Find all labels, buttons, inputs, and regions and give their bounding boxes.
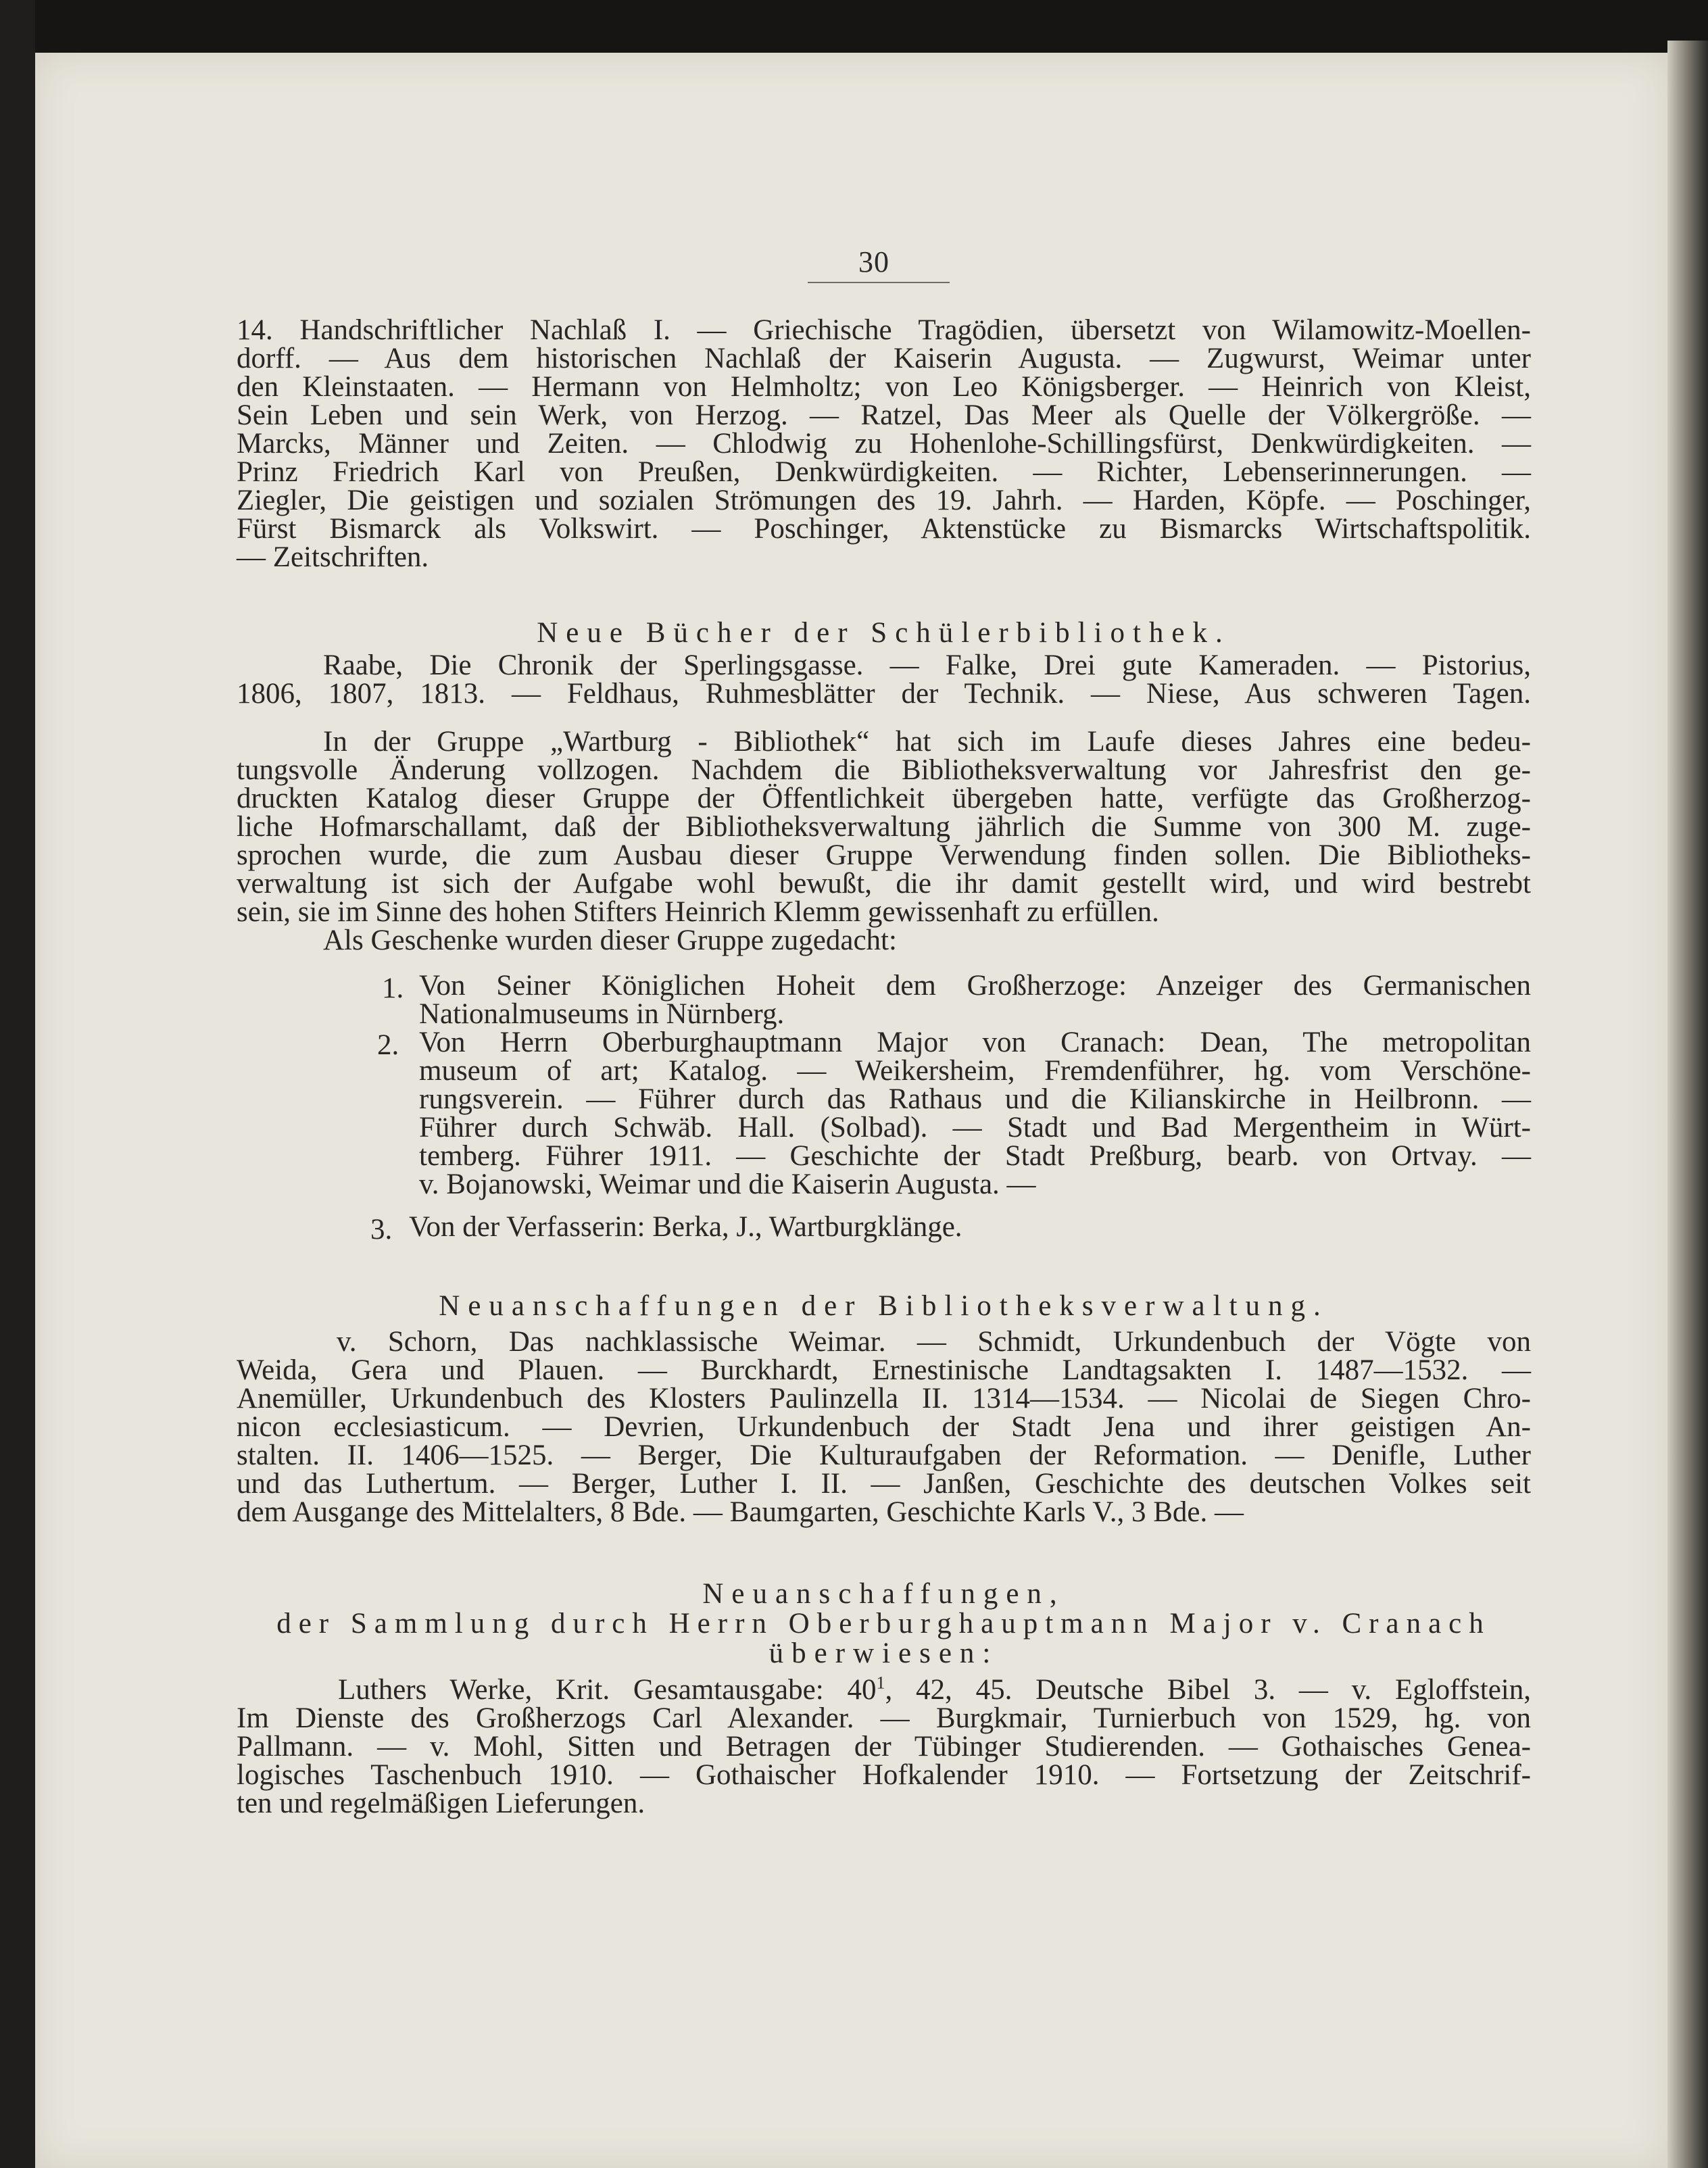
scan-top-edge xyxy=(35,0,1708,53)
wartburg-paragraph xyxy=(237,728,1531,955)
text-segment: , 42, 45. Deutsche Bibel 3. — v. Egloffstein, xyxy=(885,1674,1531,1706)
list-number: 2. xyxy=(377,1029,399,1061)
verwaltung-list xyxy=(237,1328,1531,1527)
text-line: dorff. — Aus dem historischen Nachlaß der Kaiserin Augusta. — Zugwurst, Weimar unter xyxy=(237,343,1531,374)
text-line: 1806, 1807, 1813. — Feldhaus, Ruhmesblätter der Technik. — Niese, Aus schweren Tagen. xyxy=(237,678,1531,710)
text-line: v. Bojanowski, Weimar und die Kaiserin Augusta. — xyxy=(419,1168,1036,1200)
text-line: temberg. Führer 1911. — Geschichte der Stadt Preßburg, bearb. von Ortvay. — xyxy=(419,1140,1531,1172)
text-line: Raabe, Die Chronik der Sperlingsgasse. — Falke, Drei gute Kameraden. — Pistorius, xyxy=(323,649,1531,681)
list-item xyxy=(419,972,1531,1029)
text-line xyxy=(237,1673,1531,1706)
text-line: Nationalmuseums in Nürnberg. xyxy=(419,998,785,1030)
intro-paragraph xyxy=(237,316,1531,572)
text-line: Von Seiner Königlichen Hoheit dem Großherzoge: Anzeiger des Germanischen xyxy=(419,970,1531,1002)
text-segment: Luthers Werke, Krit. Gesamtausgabe: 40 xyxy=(338,1674,877,1706)
cranach-list xyxy=(237,1673,1531,1819)
text-line: ten und regelmäßigen Lieferungen. xyxy=(237,1788,645,1819)
text-line: den Kleinstaaten. — Hermann von Helmholtz; von Leo Königsberger. — Heinrich von Kleist, xyxy=(237,371,1531,403)
text-line: logisches Taschenbuch 1910. — Gothaischer Hofkalender 1910. — Fortsetzung der Zeitschrif- xyxy=(237,1759,1531,1791)
text-line: In der Gruppe „Wartburg - Bibliothek“ hat sich im Laufe dieses Jahres eine bedeu- xyxy=(323,726,1531,758)
text-line: und das Luthertum. — Berger, Luther I. II. — Janßen, Geschichte des deutschen Volkes seit xyxy=(237,1468,1531,1500)
text-line: Prinz Friedrich Karl von Preußen, Denkwürdigkeiten. — Richter, Lebenserinnerungen. — xyxy=(237,456,1531,488)
text-line: Anemüller, Urkundenbuch des Klosters Paulinzella II. 1314—1534. — Nicolai de Siegen Chro- xyxy=(237,1383,1531,1414)
list-number: 3. xyxy=(370,1214,393,1246)
gifts-intro: Als Geschenke wurden dieser Gruppe zugedacht: xyxy=(323,925,897,956)
text-line: Von Herrn Oberburghauptmann Major von Cranach: Dean, The metropolitan xyxy=(419,1027,1531,1058)
text-line: — Zeitschriften. xyxy=(237,541,429,573)
text-line: Pallmann. — v. Mohl, Sitten und Betragen der Tübinger Studierenden. — Gothaisches Genea- xyxy=(237,1731,1531,1763)
schueler-list xyxy=(237,651,1531,708)
text-line: sein, sie im Sinne des hohen Stifters Heinrich Klemm gewissenhaft zu erfüllen. xyxy=(237,896,1159,928)
text-line: Ziegler, Die geistigen und sozialen Strömungen des 19. Jahrh. — Harden, Köpfe. — Poschinger, xyxy=(237,485,1531,516)
text-line: Führer durch Schwäb. Hall. (Solbad). — Stadt und Bad Mergentheim in Würt- xyxy=(419,1112,1531,1143)
text-line: dem Ausgange des Mittelalters, 8 Bde. — Baumgarten, Geschichte Karls V., 3 Bde. — xyxy=(237,1496,1244,1528)
heading-cranach-3: überwiesen: xyxy=(768,1637,999,1669)
text-line: nicon ecclesiasticum. — Devrien, Urkundenbuch der Stadt Jena und ihrer geistigen An- xyxy=(237,1411,1531,1443)
text-line: liche Hofmarschallamt, daß der Bibliotheksverwaltung jährlich die Summe von 300 M. zuge- xyxy=(237,811,1531,843)
list-item xyxy=(419,1029,1531,1199)
text-line: tungsvolle Änderung vollzogen. Nachdem die Bibliotheksverwaltung vor Jahresfrist den ge- xyxy=(237,754,1531,786)
heading-cranach-2: der Sammlung durch Herrn Oberburghauptmann Major v. Cranach xyxy=(276,1608,1491,1640)
text-line: sprochen wurde, die zum Ausbau dieser Gruppe Verwendung finden sollen. Die Bibliotheks- xyxy=(237,839,1531,871)
text-line: Weida, Gera und Plauen. — Burckhardt, Ernestinische Landtagsakten I. 1487—1532. — xyxy=(237,1354,1531,1386)
text-line: Im Dienste des Großherzogs Carl Alexander. — Burgkmair, Turnierbuch von 1529, hg. von xyxy=(237,1702,1531,1734)
text-line: rungsverein. — Führer durch das Rathaus und die Kilianskirche in Heilbronn. — xyxy=(419,1083,1531,1115)
page-number-rule xyxy=(808,282,950,283)
page-number: 30 xyxy=(858,245,889,278)
superscript: 1 xyxy=(876,1673,885,1693)
heading-schuelerbibliothek: Neue Bücher der Schülerbibliothek. xyxy=(537,617,1231,649)
text-line: Fürst Bismarck als Volkswirt. — Poschinger, Aktenstücke zu Bismarcks Wirtschaftspolitik. xyxy=(237,513,1531,545)
list-number: 1. xyxy=(382,972,404,1004)
list-item xyxy=(409,1213,1531,1241)
heading-bibliotheksverwaltung: Neuanschaffungen der Bibliotheksverwaltung. xyxy=(439,1290,1329,1322)
text-line: 14. Handschriftlicher Nachlaß I. — Griechische Tragödien, übersetzt von Wilamowitz-Moellen- xyxy=(237,314,1531,346)
book-spine xyxy=(1667,41,1708,2168)
heading-cranach-1: Neuanschaffungen, xyxy=(702,1578,1065,1610)
text-line: stalten. II. 1406—1525. — Berger, Die Kulturaufgaben der Reformation. — Denifle, Luther xyxy=(237,1439,1531,1471)
text-line: druckten Katalog dieser Gruppe der Öffentlichkeit übergeben hatte, verfügte das Großherzog- xyxy=(237,783,1531,814)
text-line: Sein Leben und sein Werk, von Herzog. — Ratzel, Das Meer als Quelle der Völkergröße. — xyxy=(237,399,1531,431)
text-line: verwaltung ist sich der Aufgabe wohl bewußt, die ihr damit gestellt wird, und wird bestrebt xyxy=(237,868,1531,900)
text-line: Marcks, Männer und Zeiten. — Chlodwig zu Hohenlohe-Schillingsfürst, Denkwürdigkeiten. — xyxy=(237,428,1531,460)
text-line: Von der Verfasserin: Berka, J., Wartburgklänge. xyxy=(409,1211,962,1243)
text-line: v. Schorn, Das nachklassische Weimar. — Schmidt, Urkundenbuch der Vögte von xyxy=(337,1326,1531,1358)
text-line: museum of art; Katalog. — Weikersheim, Fremdenführer, hg. vom Verschöne- xyxy=(419,1055,1531,1087)
